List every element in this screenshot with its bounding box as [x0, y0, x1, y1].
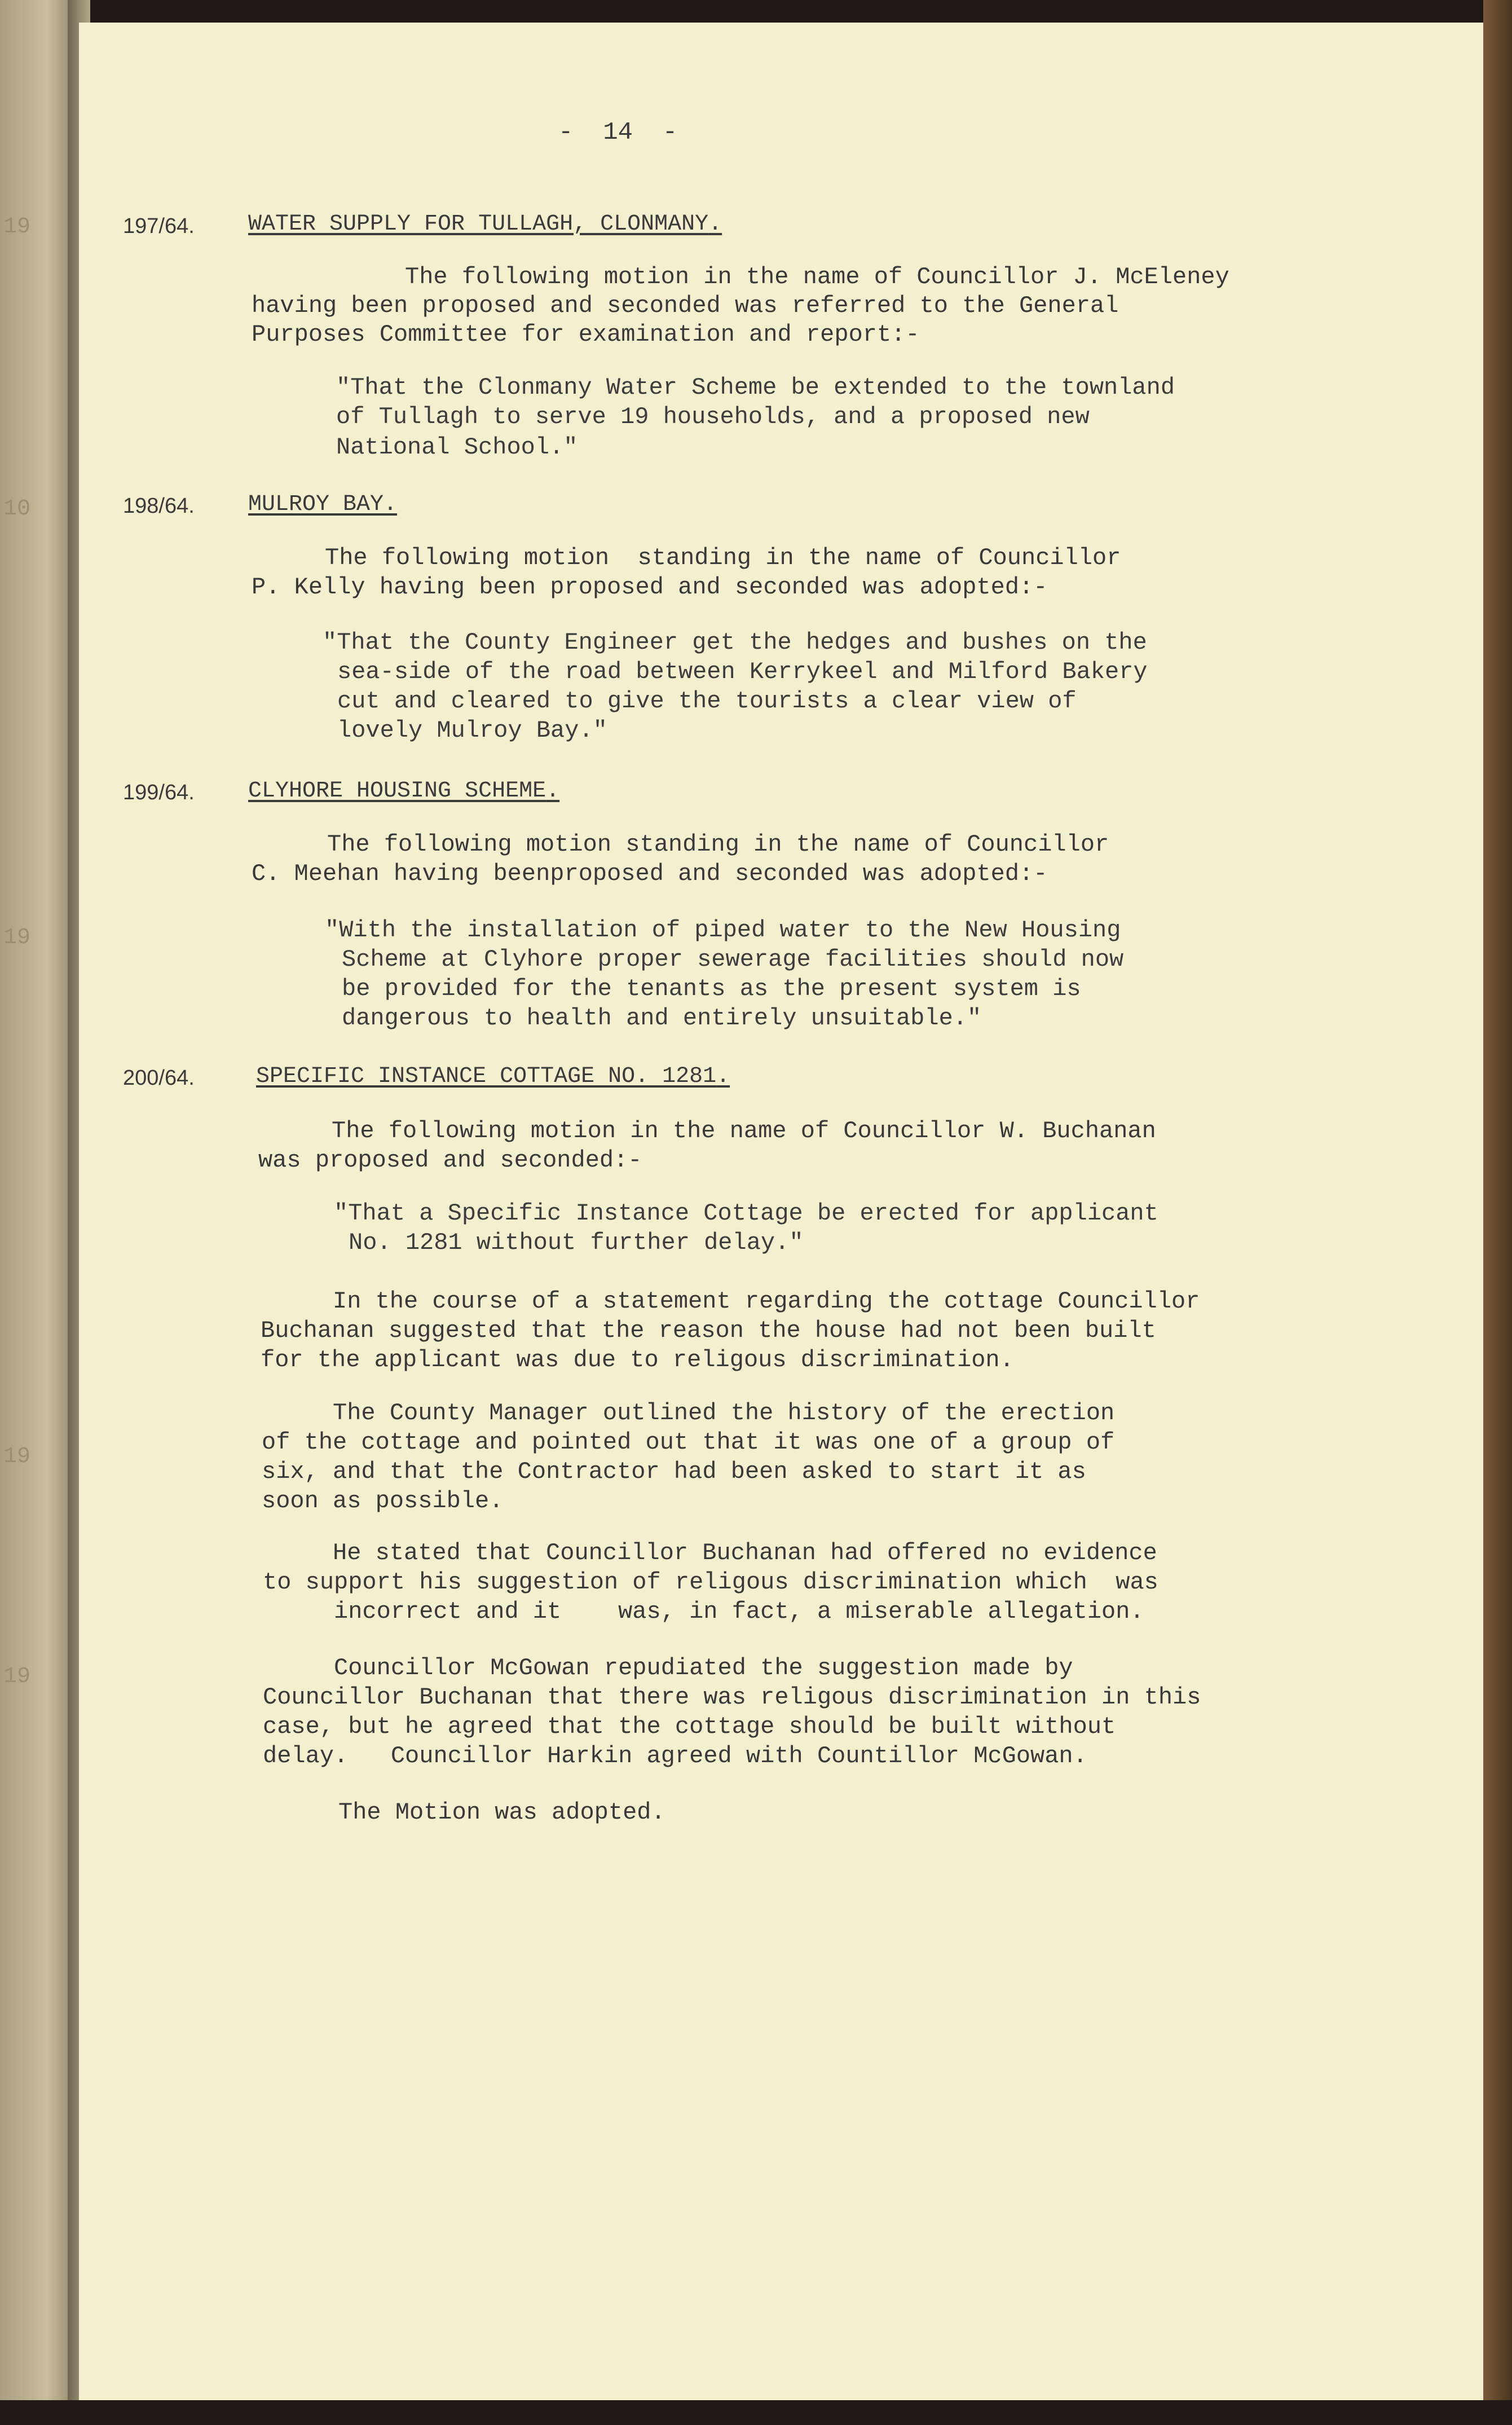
statement-line: case, but he agreed that the cottage should be built without [263, 1713, 1116, 1740]
statement-line: In the course of a statement regarding the cottage Councillor [333, 1288, 1200, 1315]
minute-heading-text: MULROY BAY [248, 492, 384, 517]
quoted-motion-line: "With the installation of piped water to the New Housing [325, 917, 1121, 944]
motion-line: P. Kelly having been proposed and seconded was adopted:- [252, 574, 1048, 601]
motion-line: The following motion in the name of Councillor W. Buchanan [332, 1117, 1156, 1145]
quoted-motion-line: "That a Specific Instance Cottage be erected for applicant [334, 1200, 1158, 1227]
previous-page-edge [0, 0, 79, 2425]
heading-period: . [546, 778, 560, 804]
book-cover-edge [1483, 0, 1512, 2425]
quoted-motion-line: "That the County Engineer get the hedges and bushes on the [323, 629, 1147, 656]
bleed-through-mark: 19 [3, 925, 31, 950]
quoted-motion-line: "That the Clonmany Water Scheme be extended to the townland [336, 374, 1175, 401]
heading-period: . [708, 212, 722, 237]
statement-line: He stated that Councillor Buchanan had offered no evidence [333, 1539, 1157, 1566]
heading-period: . [716, 1064, 730, 1089]
quoted-motion-line: lovely Mulroy Bay." [337, 717, 607, 744]
motion-line: The following motion in the name of Councillor J. McEleney [405, 263, 1229, 291]
minute-heading-text: SPECIFIC INSTANCE COTTAGE NO. 1281 [256, 1064, 717, 1089]
minute-number: 198/64. [123, 494, 195, 518]
motion-line: The following motion standing in the name of Councillor [325, 544, 1121, 571]
statement-line: soon as possible. [262, 1487, 504, 1515]
quoted-motion-line: cut and cleared to give the tourists a clear view of [337, 688, 1077, 715]
quoted-motion-line: National School." [336, 434, 578, 461]
statement-line: The County Manager outlined the history of the erection [333, 1399, 1115, 1427]
motion-line: was proposed and seconded:- [258, 1147, 642, 1174]
motion-line: C. Meehan having beenproposed and seconded was adopted:- [252, 860, 1048, 887]
minute-number: 200/64. [123, 1066, 195, 1090]
page-number: - 14 - [558, 118, 678, 147]
statement-line: for the applicant was due to religous discrimination. [261, 1346, 1014, 1374]
bleed-through-mark: 10 [3, 496, 31, 522]
minute-number: 197/64. [123, 214, 195, 238]
quoted-motion-line: No. 1281 without further delay." [349, 1229, 804, 1256]
resolution-line: The Motion was adopted. [338, 1799, 665, 1826]
minute-heading [256, 1064, 730, 1089]
quoted-motion-line: dangerous to health and entirely unsuitable." [342, 1005, 982, 1032]
statement-line: Councillor Buchanan that there was religous discrimination in this [263, 1684, 1201, 1711]
bleed-through-mark: 19 [3, 1444, 31, 1469]
statement-line: of the cottage and pointed out that it was one of a group of [262, 1429, 1115, 1456]
quoted-motion-line: Scheme at Clyhore proper sewerage facilities should now [342, 946, 1124, 973]
statement-line: Buchanan suggested that the reason the house had not been built [261, 1317, 1156, 1344]
minute-number: 199/64. [123, 781, 195, 804]
scan-bottom-edge [0, 2400, 1512, 2425]
motion-line: The following motion standing in the name of Councillor [327, 831, 1109, 858]
statement-line: six, and that the Contractor had been asked to start it as [262, 1458, 1086, 1485]
minute-heading [248, 212, 722, 237]
motion-line: having been proposed and seconded was referred to the General [252, 292, 1119, 319]
minute-heading-text: WATER SUPPLY FOR TULLAGH, CLONMANY [248, 212, 709, 237]
quoted-motion-line: of Tullagh to serve 19 households, and a proposed new [336, 403, 1090, 430]
statement-line: to support his suggestion of religous discrimination which was [263, 1569, 1158, 1596]
heading-period: . [383, 492, 398, 517]
statement-line: Councillor McGowan repudiated the suggestion made by [334, 1654, 1073, 1682]
minute-heading-text: CLYHORE HOUSING SCHEME [248, 778, 546, 804]
minute-heading [248, 778, 559, 804]
motion-line: Purposes Committee for examination and report:- [252, 321, 920, 348]
minute-heading [248, 492, 397, 517]
bleed-through-mark: 19 [3, 1664, 31, 1689]
bleed-through-mark: 19 [3, 214, 31, 240]
statement-line: delay. Councillor Harkin agreed with Countillor McGowan. [263, 1742, 1087, 1770]
statement-line: incorrect and it was, in fact, a miserable allegation. [334, 1598, 1144, 1625]
quoted-motion-line: be provided for the tenants as the present system is [342, 975, 1081, 1002]
quoted-motion-line: sea-side of the road between Kerrykeel and Milford Bakery [337, 658, 1148, 685]
